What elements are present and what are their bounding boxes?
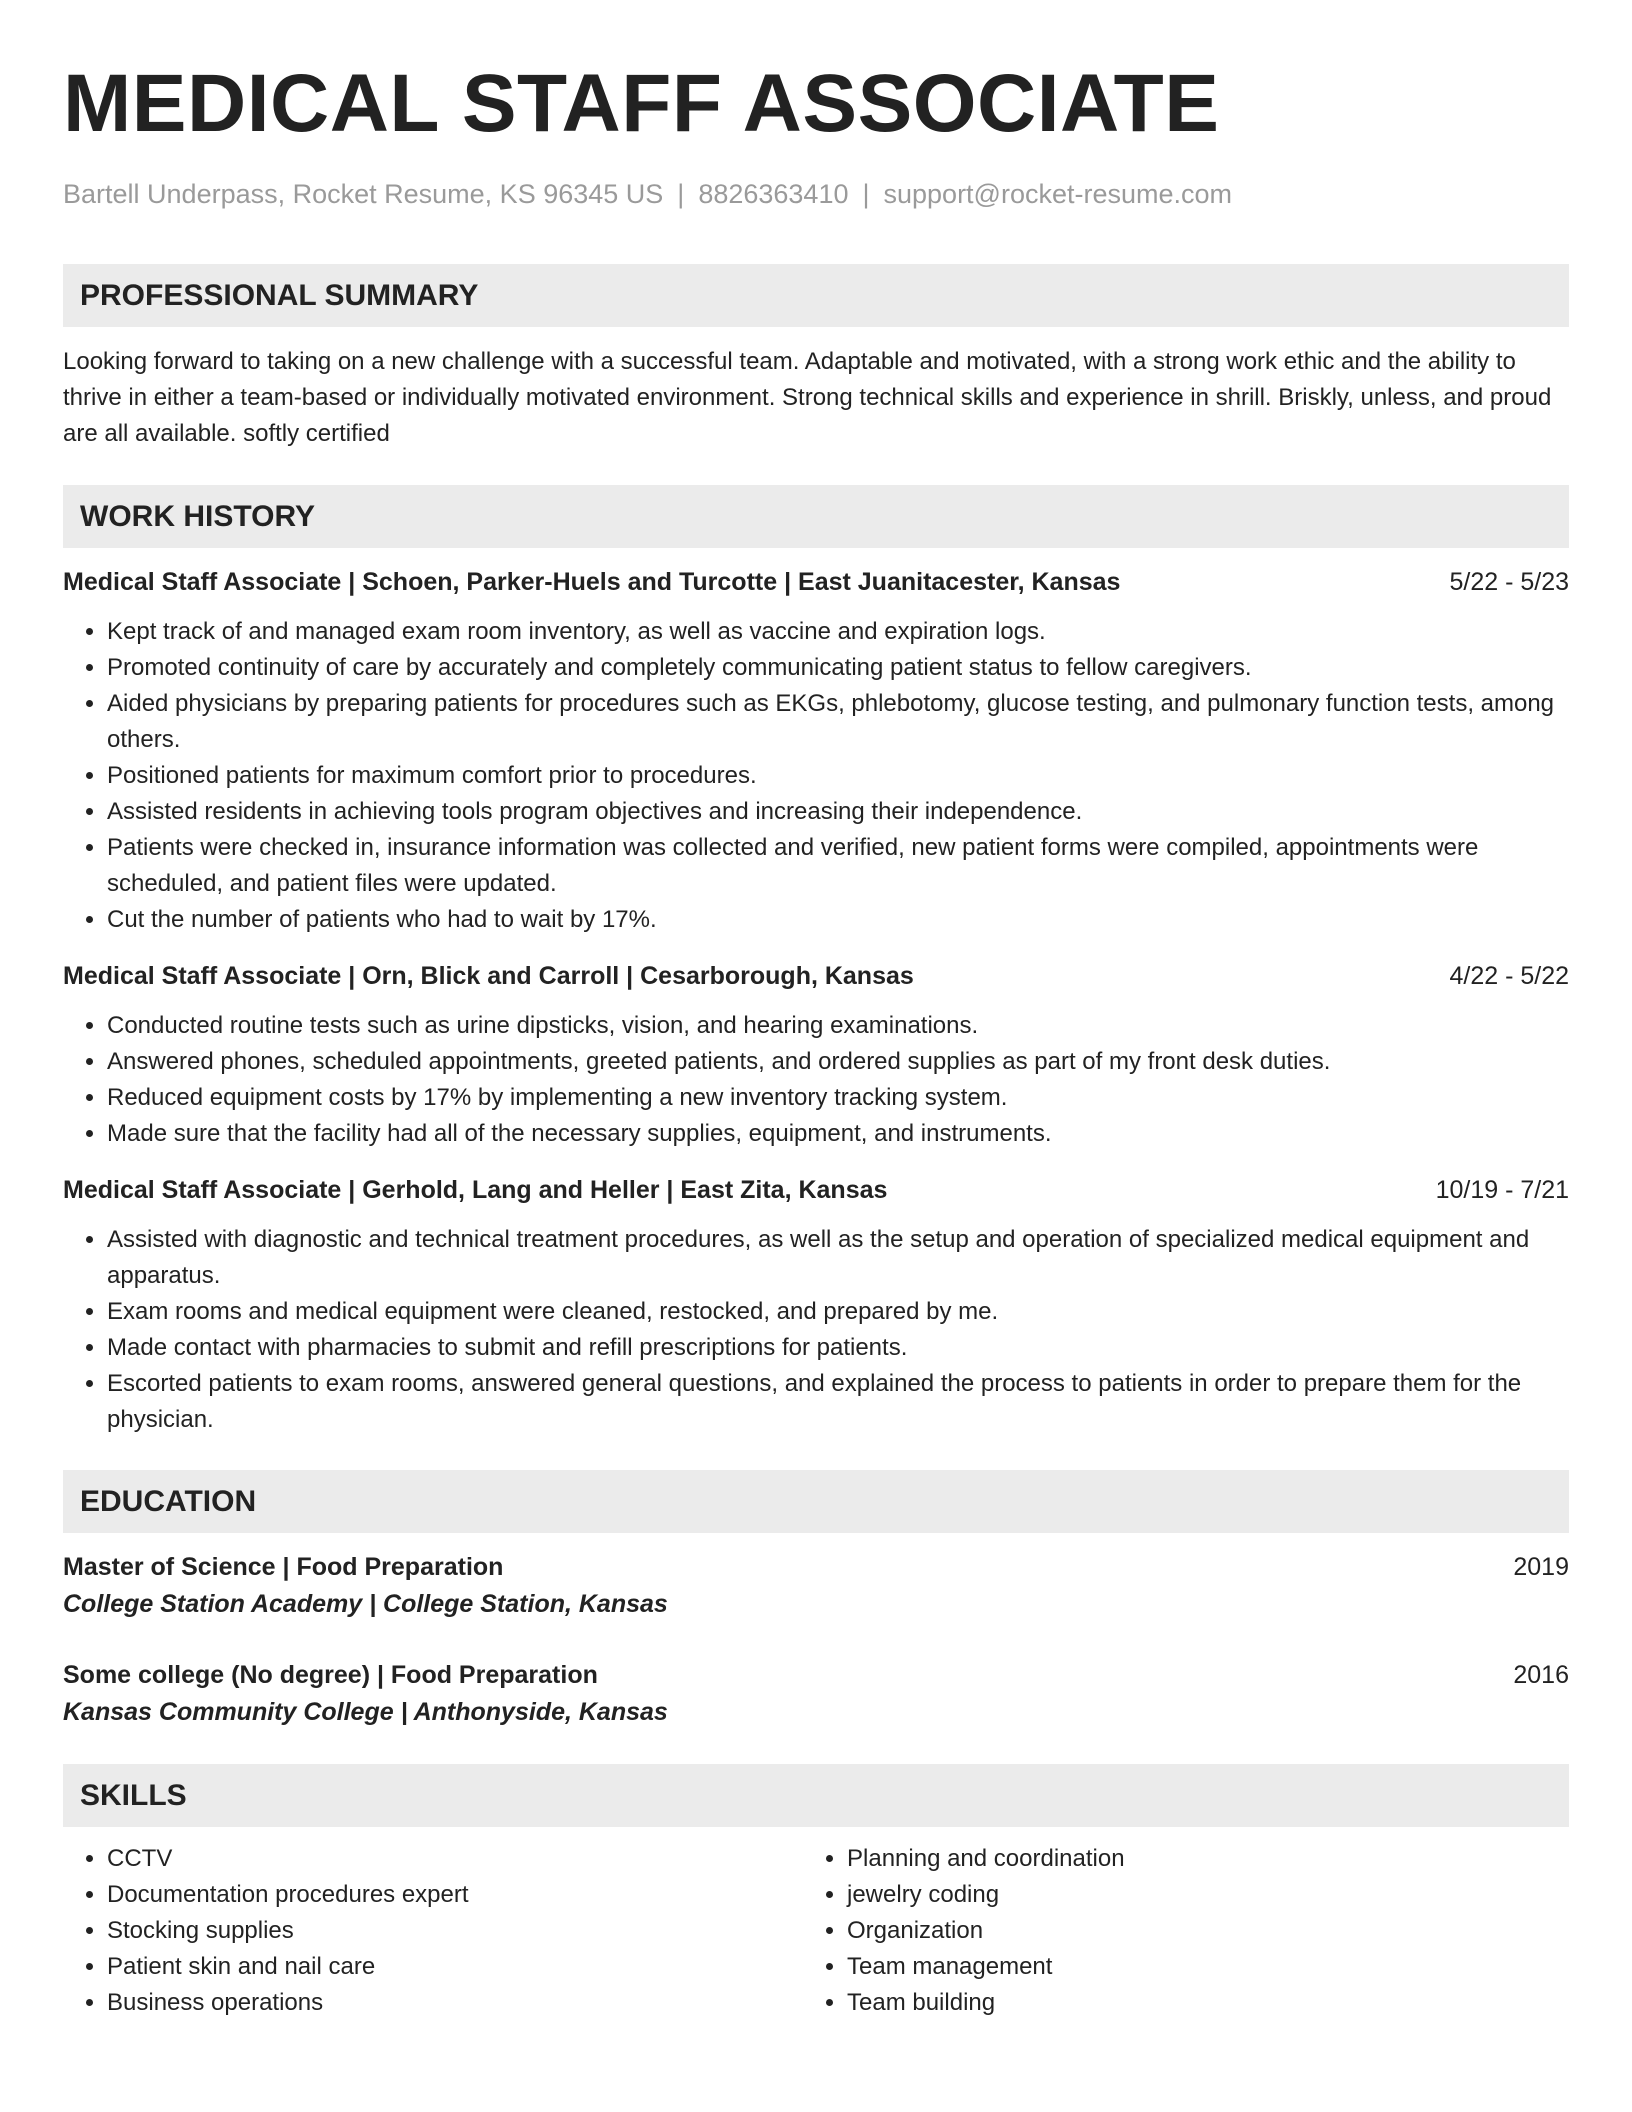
skill-item: • Organization (847, 1913, 1543, 1949)
skills-heading: SKILLS (63, 1764, 1569, 1827)
job-bullet: • Exam rooms and medical equipment were cleaned, restocked, and prepared by me. (107, 1294, 1569, 1330)
job-bullet: • Aided physicians by preparing patients for procedures such as EKGs, phlebotomy, glucose testing, and pulmonary function tests, among others. (107, 686, 1569, 758)
job-bullet: • Patients were checked in, insurance information was collected and verified, new patient forms were compiled, appointments were scheduled, and patient files were updated. (107, 830, 1569, 902)
job-dates: 4/22 - 5/22 (1449, 962, 1569, 990)
work-history-heading: WORK HISTORY (63, 485, 1569, 548)
contact-address: Bartell Underpass, Rocket Resume, KS 96345 US (63, 179, 664, 209)
job-bullet: • Made contact with pharmacies to submit and refill prescriptions for patients. (107, 1330, 1569, 1366)
skill-item: • Team building (847, 1985, 1543, 2021)
job-bullet: • Promoted continuity of care by accurately and completely communicating patient status to fellow caregivers. (107, 650, 1569, 686)
education-header (63, 1657, 1569, 1693)
contact-separator: | (677, 179, 685, 209)
job-header (63, 1172, 1569, 1208)
job-bullet: • Cut the number of patients who had to wait by 17%. (107, 902, 1569, 938)
education-year: 2019 (1513, 1553, 1569, 1581)
skills-list-left (63, 1841, 803, 2021)
skill-item: • Stocking supplies (107, 1913, 803, 1949)
skill-item: • Planning and coordination (847, 1841, 1543, 1877)
education-heading: EDUCATION (63, 1470, 1569, 1533)
job-bullet: • Kept track of and managed exam room inventory, as well as vaccine and expiration logs. (107, 614, 1569, 650)
contact-separator: | (862, 179, 870, 209)
job-title: Medical Staff Associate | Orn, Blick and Carroll | Cesarborough, Kansas (63, 962, 914, 990)
candidate-name: MEDICAL STAFF ASSOCIATE (63, 58, 1220, 149)
job-bullets (63, 1222, 1569, 1438)
job-bullet: • Escorted patients to exam rooms, answered general questions, and explained the process to patients in order to prepare them for the physician. (107, 1366, 1569, 1438)
contact-line (63, 176, 1569, 212)
job-entry (63, 1172, 1569, 1438)
summary-heading: PROFESSIONAL SUMMARY (63, 264, 1569, 327)
summary-text: Looking forward to taking on a new challenge with a successful team. Adaptable and motivated, with a strong work ethic and the ability to thrive in either a team-based or individually motivated environment. Strong technical skills and experience in shrill. Briskly, unless, and proud are all available. softly certified (63, 348, 1552, 447)
job-bullets (63, 614, 1569, 938)
education-degree: Master of Science | Food Preparation (63, 1553, 504, 1581)
skills-list-right (803, 1841, 1543, 2021)
job-bullet: • Assisted with diagnostic and technical treatment procedures, as well as the setup and operation of specialized medical equipment and apparatus. (107, 1222, 1569, 1294)
skill-item: • jewelry coding (847, 1877, 1543, 1913)
skill-item: • Patient skin and nail care (107, 1949, 803, 1985)
job-entry (63, 958, 1569, 1152)
skill-item: • Documentation procedures expert (107, 1877, 803, 1913)
job-entry (63, 564, 1569, 938)
education-header (63, 1549, 1569, 1585)
job-bullet: • Conducted routine tests such as urine dipsticks, vision, and hearing examinations. (107, 1008, 1569, 1044)
job-bullet: • Positioned patients for maximum comfort prior to procedures. (107, 758, 1569, 794)
job-title: Medical Staff Associate | Schoen, Parker-Huels and Turcotte | East Juanitacester, Kansas (63, 568, 1121, 596)
job-bullet: • Made sure that the facility had all of the necessary supplies, equipment, and instruments. (107, 1116, 1569, 1152)
education-school: College Station Academy | College Station, Kansas (63, 1590, 668, 1618)
job-bullet: • Assisted residents in achieving tools program objectives and increasing their independence. (107, 794, 1569, 830)
job-dates: 5/22 - 5/23 (1449, 568, 1569, 596)
job-dates: 10/19 - 7/21 (1435, 1176, 1569, 1204)
job-bullets (63, 1008, 1569, 1152)
job-bullet: • Answered phones, scheduled appointments, greeted patients, and ordered supplies as part of my front desk duties. (107, 1044, 1569, 1080)
education-entry (63, 1657, 1569, 1731)
job-header (63, 958, 1569, 994)
contact-phone: 8826363410 (698, 179, 849, 209)
education-school: Kansas Community College | Anthonyside, Kansas (63, 1698, 668, 1726)
job-bullet: • Reduced equipment costs by 17% by implementing a new inventory tracking system. (107, 1080, 1569, 1116)
education-degree: Some college (No degree) | Food Preparation (63, 1661, 598, 1689)
contact-email: support@rocket-resume.com (883, 179, 1233, 209)
skills-columns (63, 1841, 1569, 2021)
skill-item: • CCTV (107, 1841, 803, 1877)
skill-item: • Team management (847, 1949, 1543, 1985)
job-header (63, 564, 1569, 600)
skill-item: • Business operations (107, 1985, 803, 2021)
education-year: 2016 (1513, 1661, 1569, 1689)
education-entry (63, 1549, 1569, 1623)
job-title: Medical Staff Associate | Gerhold, Lang and Heller | East Zita, Kansas (63, 1176, 888, 1204)
